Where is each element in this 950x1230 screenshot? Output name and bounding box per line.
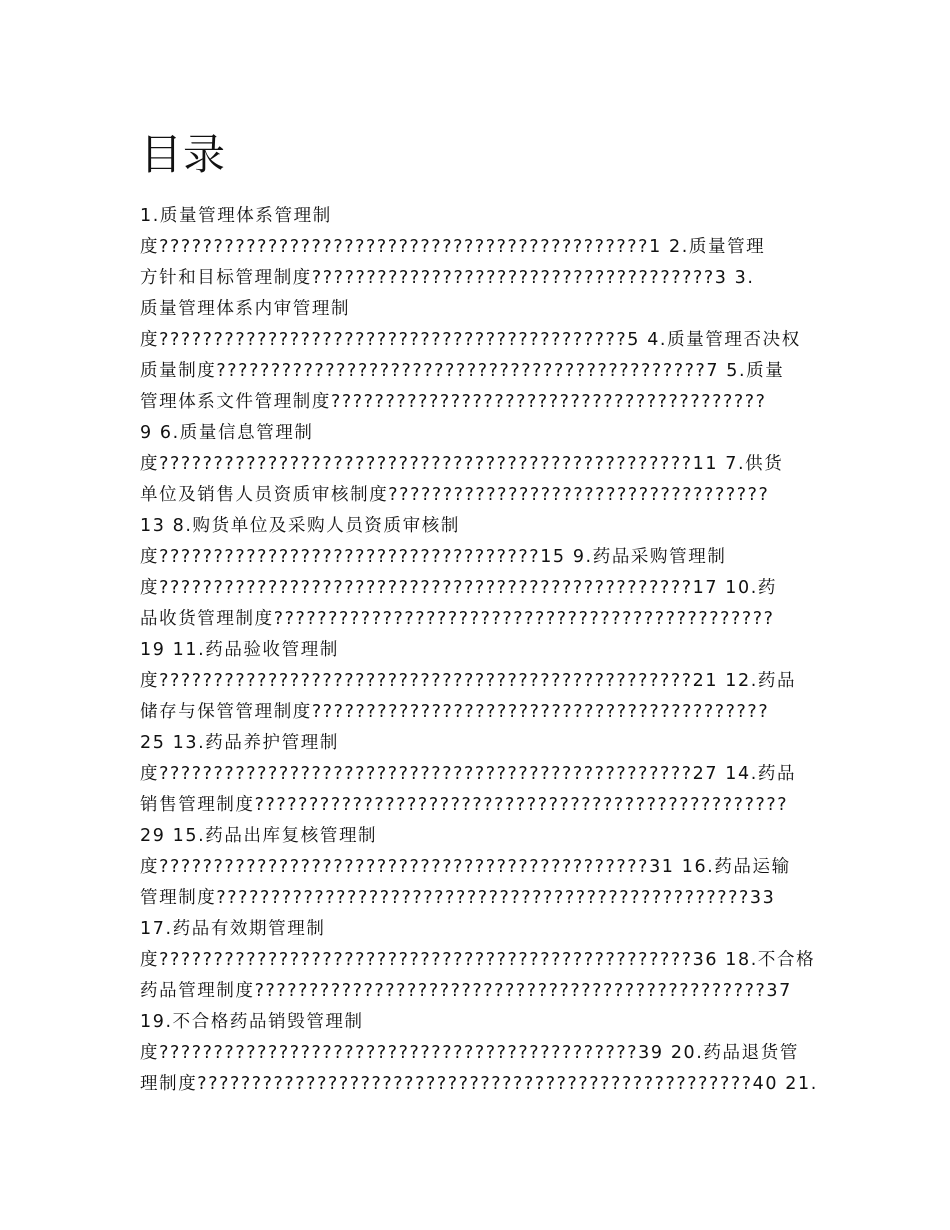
toc-line: 9 6.质量信息管理制 [140,423,314,443]
toc-line: 度?????????????????????????????????????????????????21 12.药品 [140,671,797,691]
toc-line: 理制度???????????????????????????????????????????????????40 21. [140,1074,818,1094]
toc-line: 19 11.药品验收管理制 [140,640,339,660]
toc-line: 度?????????????????????????????????????????????????17 10.药 [140,578,777,598]
toc-line: 药品管理制度???????????????????????????????????????????????37 [140,981,792,1001]
table-of-contents [140,201,830,1100]
toc-line: 17.药品有效期管理制 [140,919,326,939]
toc-line: 管理体系文件管理制度???????????????????????????????????????? [140,392,767,412]
toc-line: 方针和目标管理制度?????????????????????????????????????3 3. [140,268,755,288]
toc-line: 25 13.药品养护管理制 [140,733,339,753]
toc-line: 度?????????????????????????????????????????????1 2.质量管理 [140,237,766,257]
toc-line: 度?????????????????????????????????????????????????27 14.药品 [140,764,797,784]
toc-line: 13 8.购货单位及采购人员资质审核制 [140,516,460,536]
toc-line: 29 15.药品出库复核管理制 [140,826,378,846]
toc-line: 储存与保管管理制度?????????????????????????????????????????? [140,702,770,722]
toc-line: 度?????????????????????????????????????????????????36 18.不合格 [140,950,816,970]
toc-line: 度???????????????????????????????????15 9.药品采购管理制 [140,547,727,567]
toc-line: 度????????????????????????????????????????????39 20.药品退货管 [140,1043,799,1063]
toc-line: 1.质量管理体系管理制 [140,206,332,226]
page-title: 目录 [140,130,227,179]
toc-line: 销售管理制度????????????????????????????????????????????????? [140,795,789,815]
toc-line: 管理制度?????????????????????????????????????????????????33 [140,888,776,908]
toc-line: 单位及销售人员资质审核制度??????????????????????????????????? [140,485,770,505]
toc-line: 品收货管理制度?????????????????????????????????????????????? [140,609,775,629]
toc-line: 质量管理体系内审管理制 [140,299,351,319]
toc-line: 度?????????????????????????????????????????????31 16.药品运输 [140,857,791,877]
toc-line: 19.不合格药品销毁管理制 [140,1012,364,1032]
toc-line: 度?????????????????????????????????????????????????11 7.供货 [140,454,784,474]
toc-line: 度???????????????????????????????????????????5 4.质量管理否决权 [140,330,801,350]
toc-line: 质量制度?????????????????????????????????????????????7 5.质量 [140,361,785,381]
